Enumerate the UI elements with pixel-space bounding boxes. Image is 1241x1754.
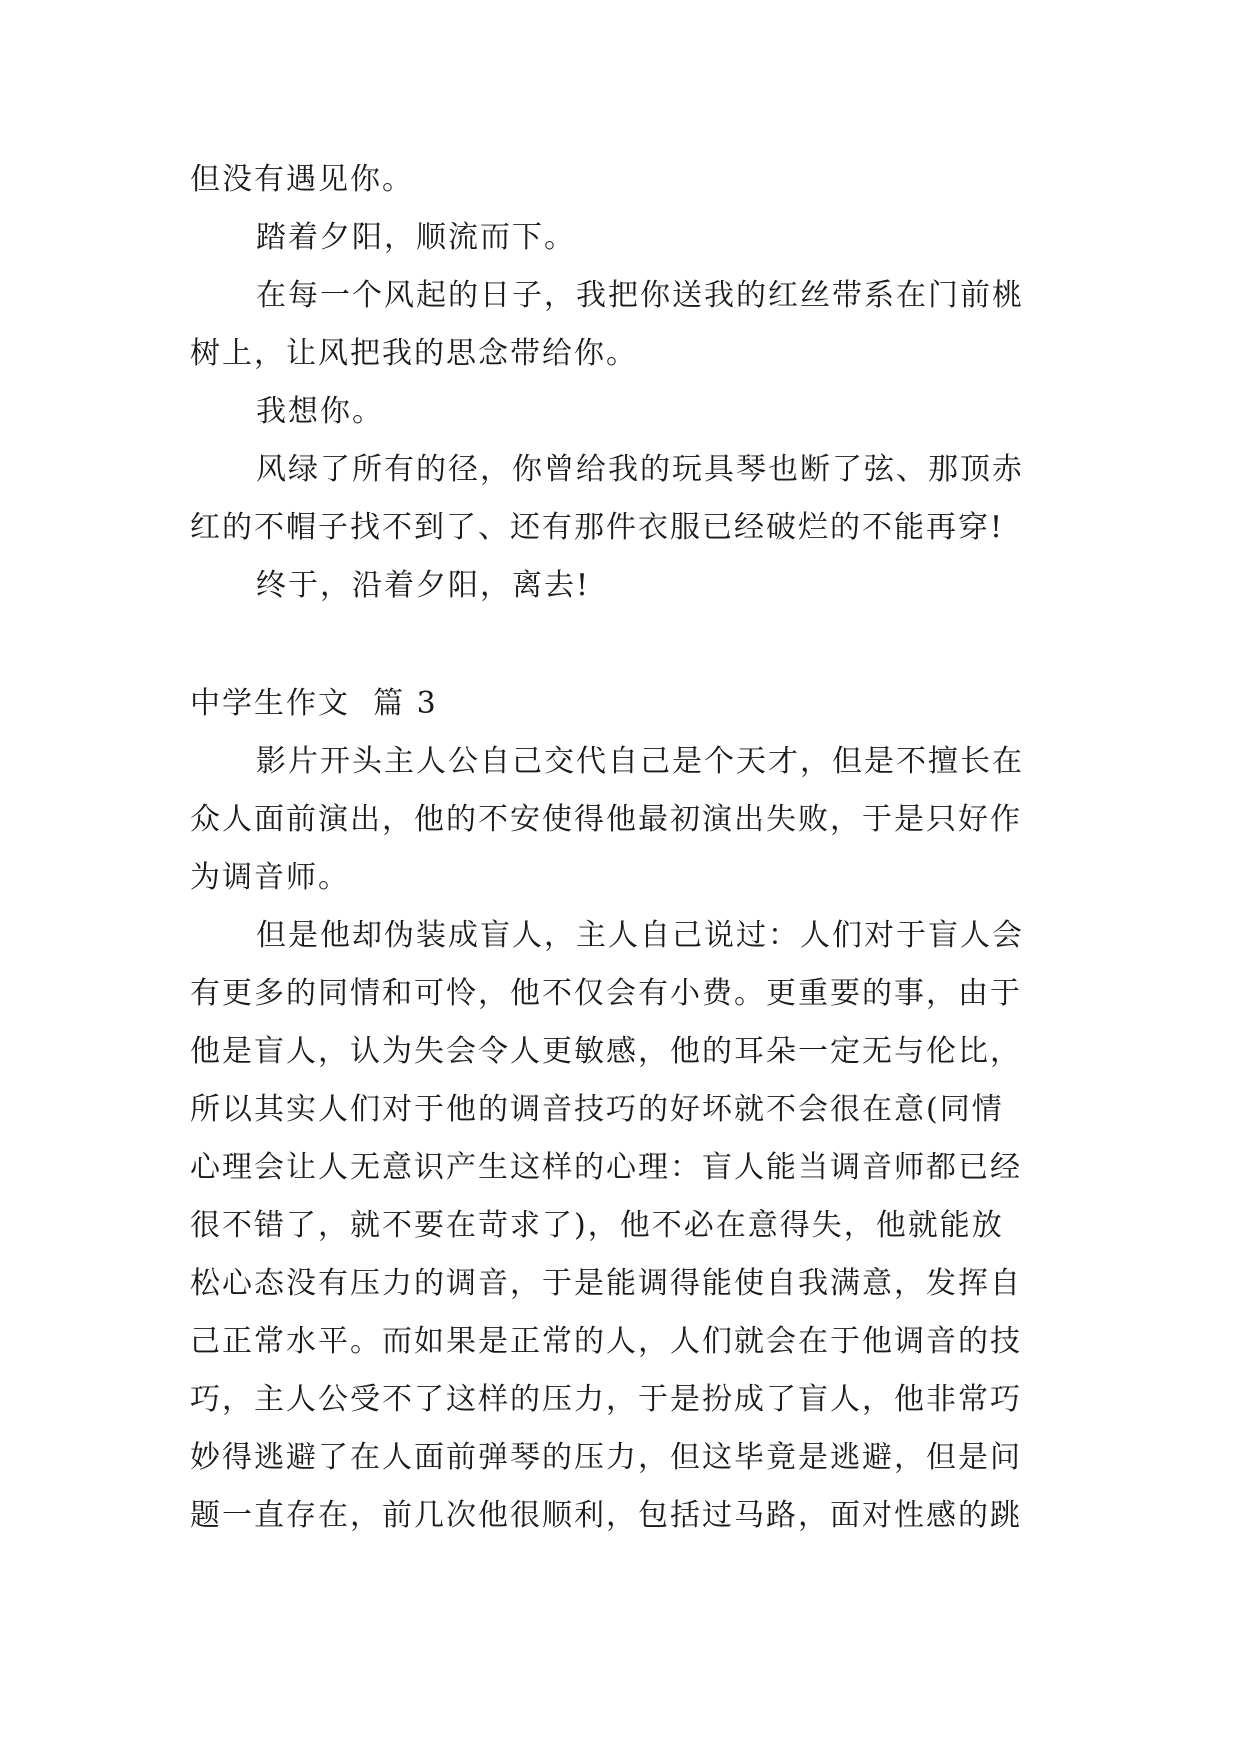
section-title: 中学生作文 篇 3 (190, 686, 438, 721)
paragraph-line: 众人面前演出，他的不安使得他最初演出失败，于是只好作 (190, 802, 1022, 837)
paragraph-line: 很不错了，就不要在苛求了)，他不必在意得失，他就能放 (190, 1208, 1004, 1243)
paragraph-line: 我想你。 (256, 394, 384, 429)
paragraph-line: 踏着夕阳，顺流而下。 (256, 220, 576, 255)
paragraph-line: 终于，沿着夕阳，离去! (256, 568, 591, 603)
paragraph-line: 但没有遇见你。 (190, 162, 414, 197)
paragraph-line: 有更多的同情和可怜，他不仅会有小费。更重要的事，由于 (190, 976, 1022, 1011)
paragraph-line: 心理会让人无意识产生这样的心理：盲人能当调音师都已经 (190, 1150, 1022, 1185)
paragraph-line: 树上，让风把我的思念带给你。 (190, 336, 638, 371)
paragraph-line: 题一直存在，前几次他很顺利，包括过马路，面对性感的跳 (190, 1498, 1022, 1533)
paragraph-line: 妙得逃避了在人面前弹琴的压力，但这毕竟是逃避，但是问 (190, 1440, 1022, 1475)
paragraph-line: 红的不帽子找不到了、还有那件衣服已经破烂的不能再穿! (190, 510, 1005, 545)
paragraph-line: 但是他却伪装成盲人，主人自己说过：人们对于盲人会 (256, 918, 1024, 953)
paragraph-line: 影片开头主人公自己交代自己是个天才，但是不擅长在 (256, 744, 1024, 779)
paragraph-line: 在每一个风起的日子，我把你送我的红丝带系在门前桃 (256, 278, 1024, 313)
paragraph-line: 所以其实人们对于他的调音技巧的好坏就不会很在意(同情 (190, 1092, 1004, 1127)
paragraph-line: 风绿了所有的径，你曾给我的玩具琴也断了弦、那顶赤 (256, 452, 1024, 487)
paragraph-line: 松心态没有压力的调音，于是能调得能使自我满意，发挥自 (190, 1266, 1022, 1301)
paragraph-line: 巧，主人公受不了这样的压力，于是扮成了盲人，他非常巧 (190, 1382, 1022, 1417)
paragraph-line: 己正常水平。而如果是正常的人，人们就会在于他调音的技 (190, 1324, 1022, 1359)
paragraph-line: 他是盲人，认为失会令人更敏感，他的耳朵一定无与伦比， (190, 1034, 1022, 1069)
paragraph-line: 为调音师。 (190, 860, 350, 895)
